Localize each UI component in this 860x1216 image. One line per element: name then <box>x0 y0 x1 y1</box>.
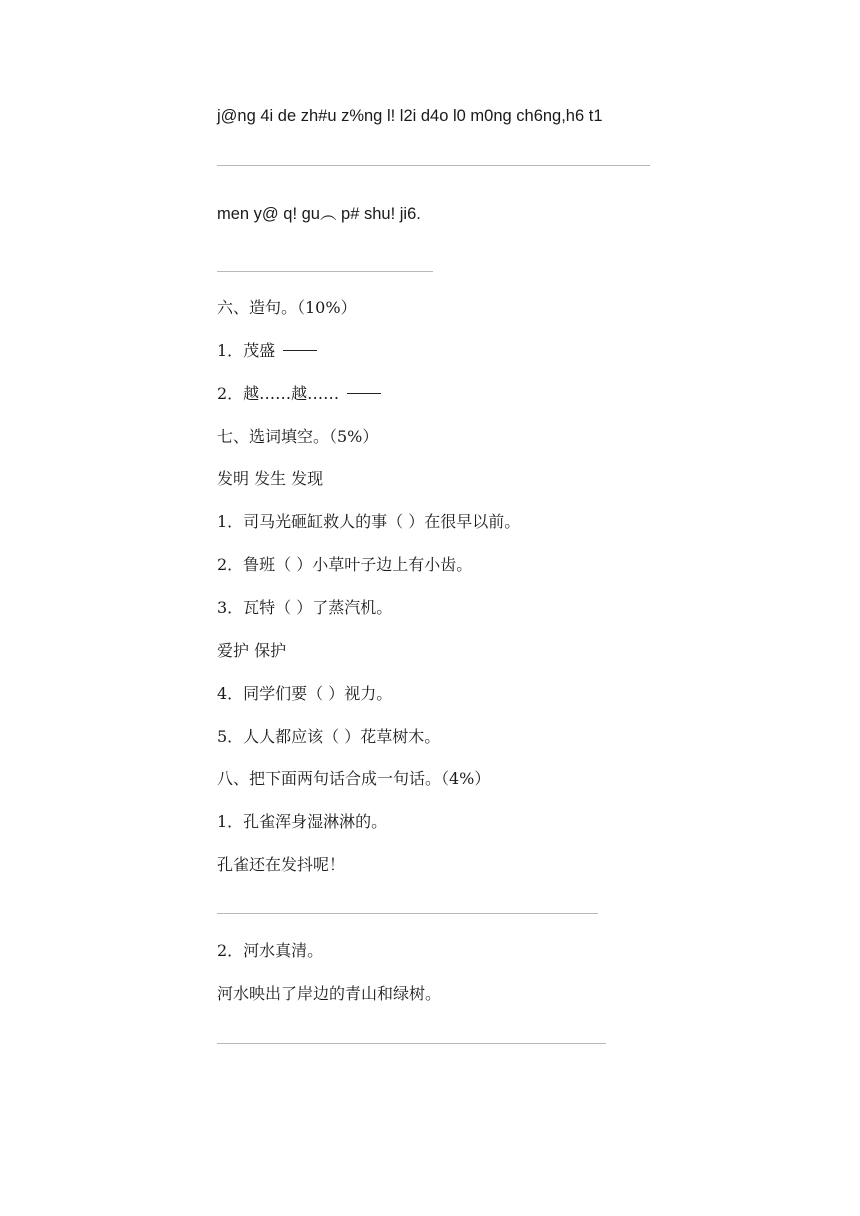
section-6-question-1 <box>217 341 317 361</box>
pinyin-line-2: men y@ q! gu︵ p# shu! ji6. <box>217 205 421 223</box>
answer-dash <box>347 393 381 394</box>
word-choices-a: 发明 发生 发现 <box>217 469 324 488</box>
answer-rule-4[interactable] <box>217 1043 606 1044</box>
word-choices-b: 爱护 保护 <box>217 641 287 660</box>
question-text: 1．茂盛 <box>217 341 276 360</box>
section-8-question-1a: 1．孔雀浑身湿淋淋的。 <box>217 812 388 831</box>
section-6-question-2 <box>217 384 381 404</box>
question-text: 2．越……越…… <box>217 384 340 403</box>
section-7-question-1: 1．司马光砸缸救人的事（ ）在很早以前。 <box>217 512 521 531</box>
section-8-question-2b: 河水映出了岸边的青山和绿树。 <box>217 984 442 1003</box>
section-7-question-4: 4．同学们要（ ）视力。 <box>217 684 393 703</box>
section-8-heading: 八、把下面两句话合成一句话。（4%） <box>217 769 491 788</box>
answer-rule-3[interactable] <box>217 913 598 914</box>
answer-rule-2[interactable] <box>217 271 433 272</box>
pinyin-line-1: j@ng 4i de zh#u z%ng l! l2i d4o l0 m0ng ch6ng,h6 t1 <box>217 107 603 125</box>
answer-rule-1[interactable] <box>217 165 650 166</box>
section-7-question-5: 5．人人都应该（ ）花草树木。 <box>217 727 441 746</box>
section-8-question-2a: 2．河水真清。 <box>217 941 324 960</box>
section-6-heading: 六、造句。（10%） <box>217 298 357 317</box>
answer-dash <box>283 350 317 351</box>
section-7-heading: 七、选词填空。（5%） <box>217 427 379 446</box>
section-8-question-1b: 孔雀还在发抖呢！ <box>217 855 346 874</box>
section-7-question-2: 2．鲁班（ ）小草叶子边上有小齿。 <box>217 555 473 574</box>
section-7-question-3: 3．瓦特（ ）了蒸汽机。 <box>217 598 393 617</box>
